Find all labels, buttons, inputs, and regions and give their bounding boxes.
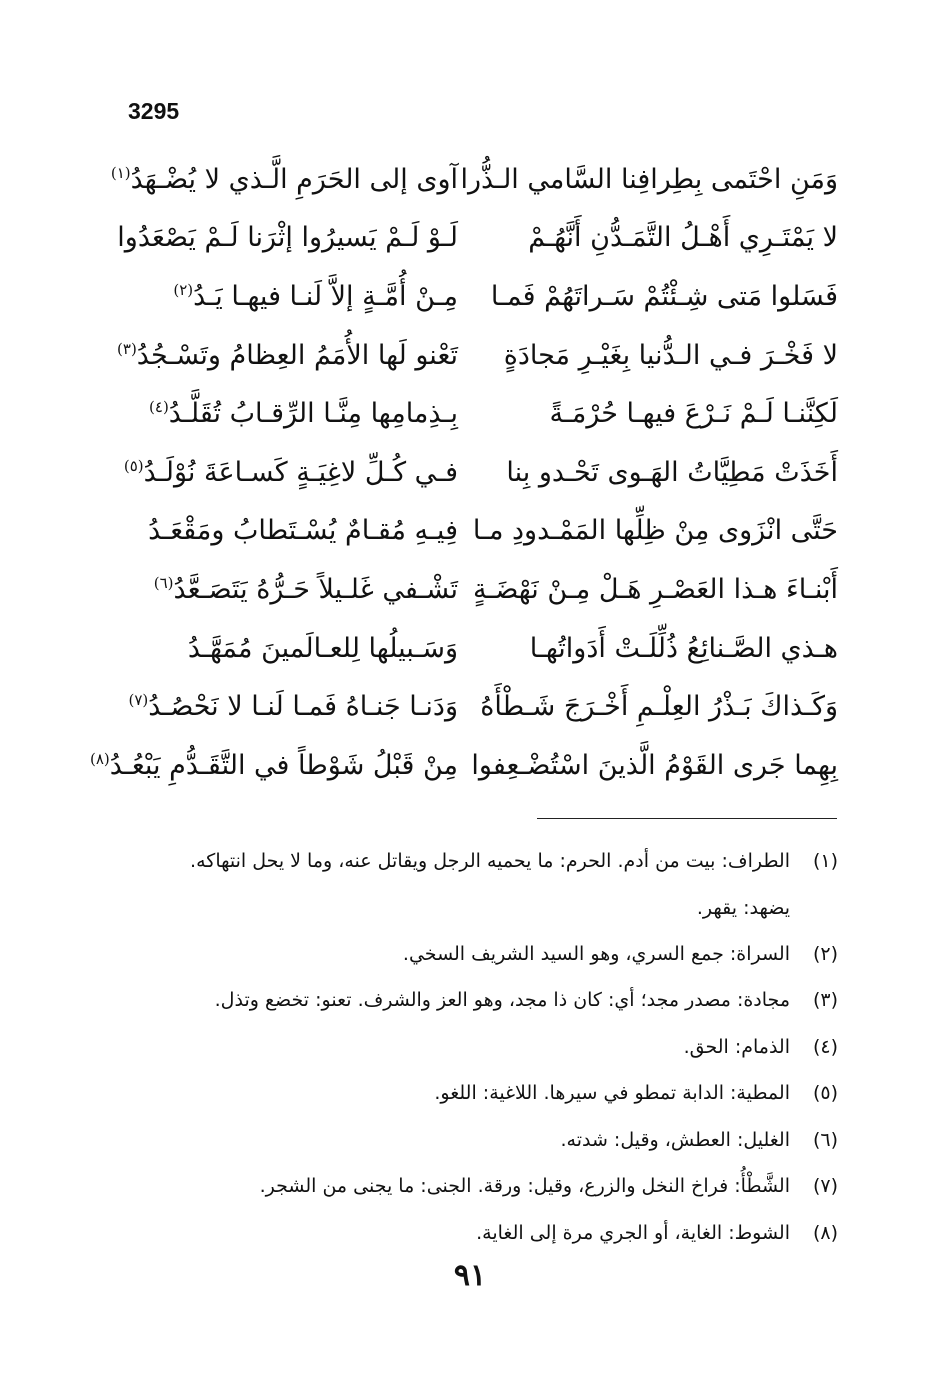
verse-first-hemistich: لا يَمْتَـرِي أَهْـلُ التَّمَـدُّنِ أَنَّهُـمْ bbox=[528, 222, 838, 254]
hemistich-text: مِـنْ أُمَّـةٍ إلاَّ لَنـا فيهـا يَـدُ bbox=[193, 280, 458, 312]
verse-first-hemistich: فَسَلوا مَتى شِـئْتُمْ سَـراتَهُمْ فَمـا bbox=[490, 280, 838, 312]
footnote-text: الغليل: العطش، وقيل: شدته. bbox=[560, 1128, 790, 1151]
footnote-number: (٧) bbox=[812, 1175, 838, 1198]
page-number: ٩١ bbox=[453, 1258, 487, 1293]
footnote-text: الذمام: الحق. bbox=[683, 1035, 790, 1058]
verse-second-hemistich bbox=[118, 340, 458, 371]
verse-line bbox=[118, 267, 838, 326]
footnote-marker: (٦) bbox=[153, 573, 174, 592]
verse-line bbox=[118, 443, 838, 502]
verse-first-hemistich: هـذي الصَّـنائِعُ ذُلِّلَـتْ أَدَواتُهـا bbox=[529, 632, 838, 664]
footnote bbox=[110, 977, 838, 1024]
footnote-marker: (٣) bbox=[117, 339, 137, 358]
hemistich-text: وَسَـبيلُها لِلعـالَمينَ مُمَهَّـدُ bbox=[187, 632, 458, 664]
footnote-text: الشَّطْأُ: فراخ النخل والزرع، وقيل: ورقة. الجنى: ما يجنى من الشجر. bbox=[259, 1175, 790, 1198]
verse-line bbox=[110, 150, 838, 209]
footnote-text: الشوط: الغاية، أو الجري مرة إلى الغاية. bbox=[476, 1221, 790, 1244]
footnote-separator bbox=[537, 818, 837, 819]
verse-first-hemistich: بِهِما جَرى القَوْمُ الَّذينَ اسْتُضْـعِفوا bbox=[471, 749, 838, 781]
footnote bbox=[110, 1117, 838, 1164]
hemistich-text: لَـوْ لَـمْ يَسيرُوا إثْرَنا لَـمْ يَصْعَدُوا bbox=[117, 222, 458, 254]
verse-second-hemistich bbox=[89, 749, 458, 781]
footnotes bbox=[110, 838, 838, 1256]
hemistich-text: تَعْنو لَها الأُمَمُ العِظامُ وتَسْـجُدُ bbox=[136, 339, 458, 371]
verse-first-hemistich: حَتَّى انْزَوى مِنْ ظِلِّها المَمْـدودِ مـا bbox=[472, 515, 838, 547]
verse-line bbox=[118, 326, 838, 385]
poem bbox=[89, 150, 838, 795]
hemistich-text: آوى إلى الحَرَمِ الَّـذي لا يُضْـهَدُ bbox=[130, 163, 458, 195]
verse-second-hemistich bbox=[110, 163, 458, 195]
footnote-text: المطية: الدابة تمطو في سيرها. اللاغية: اللغو. bbox=[434, 1082, 790, 1105]
footnote-marker: (١) bbox=[110, 163, 131, 182]
verse-line bbox=[118, 677, 838, 736]
verse-line bbox=[118, 619, 838, 678]
hemistich-text: وَدَنـا جَنـاهُ فَمـا لَنـا لا نَحْصُـدُ bbox=[148, 691, 458, 723]
footnote-marker: (٢) bbox=[173, 280, 194, 299]
footnote-number: (٥) bbox=[812, 1082, 838, 1105]
hemistich-text: فـي كُـلِّ لاغِيَـةٍ كَسـاعَةَ نُوْلَـدُ bbox=[143, 456, 458, 488]
footnote-continuation: يضهد: يقهر. bbox=[696, 896, 790, 919]
hemistich-text: بِـذِمامِها مِنَّـا الرِّقـابُ تُقَلَّـدُ bbox=[168, 398, 458, 430]
verse-first-hemistich: وَكَـذاكَ بَـذْرُ العِلْـمِ أَخْـرَجَ شَـطْأَهُ bbox=[480, 691, 838, 723]
verse-first-hemistich: وَمَنِ احْتَمى بِطِرافِنا السَّامي الـذُّرا bbox=[460, 163, 838, 195]
verse-line bbox=[118, 384, 838, 443]
footnote-marker: (٨) bbox=[89, 749, 110, 768]
footnote-number: (٤) bbox=[812, 1035, 838, 1058]
verse-first-hemistich: لَكِنَّنـا لَـمْ نَـرْعَ فيهـا حُرْمَـةً bbox=[549, 398, 838, 430]
verse-second-hemistich bbox=[118, 281, 458, 312]
verse-second-hemistich bbox=[118, 574, 458, 605]
page-reference-number: 3295 bbox=[128, 98, 180, 124]
footnote bbox=[110, 1070, 838, 1117]
footnote bbox=[110, 1024, 838, 1071]
footnote-number: (٢) bbox=[812, 942, 838, 965]
verse-first-hemistich: أَبْنـاءَ هـذا العَصْـرِ هَـلْ مِـنْ نَهْضَـةٍ bbox=[473, 573, 838, 605]
footnote-marker: (٥) bbox=[123, 456, 144, 475]
footnote-text: الطراف: بيت من أدم. الحرم: ما يحميه الرجل ويقاتل عنه، وما لا يحل انتهاكه. bbox=[190, 850, 790, 873]
verse-line bbox=[118, 560, 838, 619]
hemistich-text: مِنْ قَبْلُ شَوْطاً في التَّقَـدُّمِ يَبْعُـدُ bbox=[109, 749, 458, 781]
footnote-number: (٨) bbox=[812, 1221, 838, 1244]
verse-second-hemistich bbox=[118, 515, 458, 546]
verse-second-hemistich bbox=[118, 691, 458, 722]
footnote-text: مجادة: مصدر مجد؛ أي: كان ذا مجد، وهو العز والشرف. تعنو: تخضع وتذل. bbox=[214, 989, 790, 1012]
footnote-text: السراة: جمع السري، وهو السيد الشريف السخي. bbox=[402, 942, 790, 965]
footnote-number: (١) bbox=[812, 850, 838, 873]
footnote bbox=[110, 1210, 838, 1257]
footnote bbox=[110, 931, 838, 978]
verse-first-hemistich: لا فَخْـرَ فـي الـدُّنيا بِغَيْـرِ مَجادَةٍ bbox=[503, 339, 838, 371]
verse-second-hemistich bbox=[118, 222, 458, 253]
verse-first-hemistich: أَخَذَتْ مَطِيَّاتُ الهَـوى تَحْـدو بِنا bbox=[506, 456, 838, 488]
footnote bbox=[110, 1163, 838, 1210]
verse-line bbox=[118, 502, 838, 561]
verse-line bbox=[89, 736, 838, 795]
hemistich-text: فِيـهِ مُقـامٌ يُسْـتَطابُ ومَقْعَـدُ bbox=[148, 515, 458, 547]
footnote-marker: (٤) bbox=[149, 398, 169, 417]
verse-second-hemistich bbox=[118, 398, 458, 429]
footnote-number: (٣) bbox=[812, 989, 838, 1012]
footnote bbox=[110, 838, 838, 885]
footnote-marker: (٧) bbox=[128, 691, 149, 710]
footnote-number: (٦) bbox=[812, 1128, 838, 1151]
verse-second-hemistich bbox=[118, 457, 458, 488]
hemistich-text: تَشْـفي غَلـيلاً حَـرُّهُ يَتَصَـعَّدُ bbox=[173, 573, 458, 605]
verse-line bbox=[118, 209, 838, 268]
verse-second-hemistich bbox=[118, 633, 458, 664]
